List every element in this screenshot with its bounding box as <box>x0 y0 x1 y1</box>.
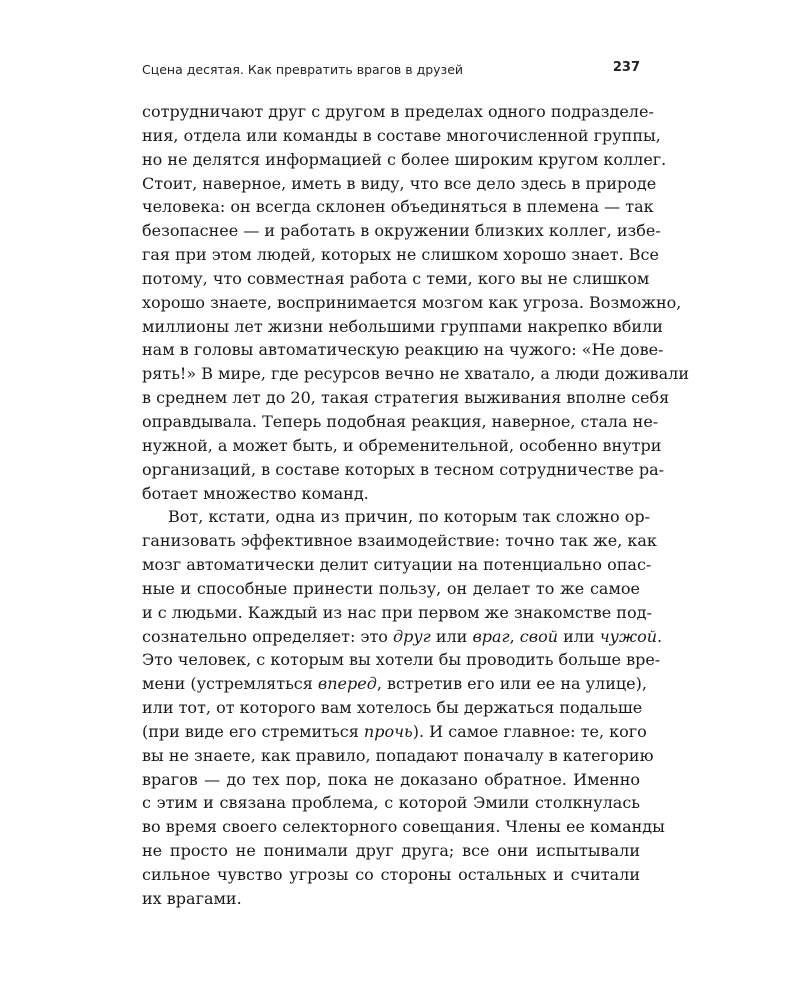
emphasis-text: друг <box>393 626 431 646</box>
text-run: мени (устремляться <box>142 674 318 694</box>
text-run: , встретив его или ее на улице), <box>376 674 647 694</box>
text-line: в среднем лет до 20, такая стратегия выживания вполне себя <box>142 388 670 408</box>
text-line: мозг автоматически делит ситуации на потенциально опас- <box>142 555 652 575</box>
text-line: безопаснее — и работать в окружении близких коллег, избе- <box>142 221 661 241</box>
text-line: врагов — до тех пор, пока не доказано обратное. Именно <box>142 769 640 789</box>
text-line: нам в головы автоматическую реакцию на чужого: «Не дове- <box>142 340 664 360</box>
text-line: с этим и связана проблема, с которой Эмили столкнулась <box>142 793 640 813</box>
text-line: Стоит, наверное, иметь в виду, что все дело здесь в природе <box>142 173 657 193</box>
text-line: вы не знаете, как правило, попадают поначалу в категорию <box>142 745 654 765</box>
text-line: сильное чувство угрозы со стороны остальных и считали <box>142 865 640 884</box>
text-run: или <box>558 626 600 646</box>
text-line <box>142 672 647 696</box>
text-line: рять!» В мире, где ресурсов вечно не хватало, а люди доживали <box>142 364 689 384</box>
text-run: ). И самое главное: те, кого <box>412 721 647 741</box>
text-line: ботает множество команд. <box>142 483 369 503</box>
paragraph-1 <box>142 100 689 505</box>
running-header <box>142 60 640 82</box>
text-line: и с людьми. Каждый из нас при первом же знакомстве под- <box>142 602 652 622</box>
emphasis-text: вперед <box>317 674 377 694</box>
text-line: хорошо знаете, воспринимается мозгом как угроза. Возможно, <box>142 292 682 312</box>
text-line: потому, что совместная работа с теми, кого вы не слишком <box>142 268 650 288</box>
text-line: их врагами. <box>142 888 242 908</box>
emphasis-text: свой <box>519 626 559 646</box>
text-line <box>142 625 663 649</box>
text-line: человека: он всегда склонен объединяться в племена — так <box>142 197 654 217</box>
text-line: ния, отдела или команды в составе многочисленной группы, <box>142 125 661 145</box>
text-line: нужной, а может быть, и обременительной, особенно внутри <box>142 435 662 455</box>
text-line: не просто не понимали друг друга; все они испытывали <box>142 841 640 861</box>
text-line <box>142 720 647 744</box>
text-run: сознательно определяет: это <box>142 626 394 646</box>
text-line: гая при этом людей, которых не слишком хорошо знает. Все <box>142 245 659 265</box>
text-run: , <box>509 626 520 646</box>
page-number: 237 <box>612 60 640 75</box>
text-run: или <box>430 626 473 646</box>
text-line: сотрудничают друг с другом в пределах одного подразделе- <box>142 102 654 121</box>
body-text <box>142 100 689 911</box>
text-line: оправдывала. Теперь подобная реакция, наверное, стала не- <box>142 411 659 431</box>
text-line: Это человек, с которым вы хотели бы проводить больше вре- <box>142 650 661 670</box>
text-line: организаций, в составе которых в тесном сотрудничестве ра- <box>142 459 665 479</box>
text-run: . <box>657 626 663 646</box>
text-line: во время своего селекторного совещания. Члены ее команды <box>142 817 665 837</box>
text-line: или тот, от которого вам хотелось бы держаться подальше <box>142 698 643 718</box>
text-run: (при виде его стремиться <box>142 721 364 741</box>
emphasis-text: прочь <box>363 721 413 741</box>
paragraph-2 <box>142 505 665 910</box>
emphasis-text: враг <box>472 626 510 646</box>
text-line: ные и способные принести пользу, он делает то же самое <box>142 578 640 598</box>
text-line: миллионы лет жизни небольшими группами накрепко вбили <box>142 316 663 336</box>
text-line: Вот, кстати, одна из причин, по которым так сложно ор- <box>168 507 650 527</box>
emphasis-text: чужой <box>599 626 658 646</box>
text-line: ганизовать эффективное взаимодействие: точно так же, как <box>142 531 657 551</box>
running-title: Сцена десятая. Как превратить врагов в друзей <box>142 62 464 77</box>
text-line: но не делятся информацией с более широким кругом коллег. <box>142 149 667 169</box>
